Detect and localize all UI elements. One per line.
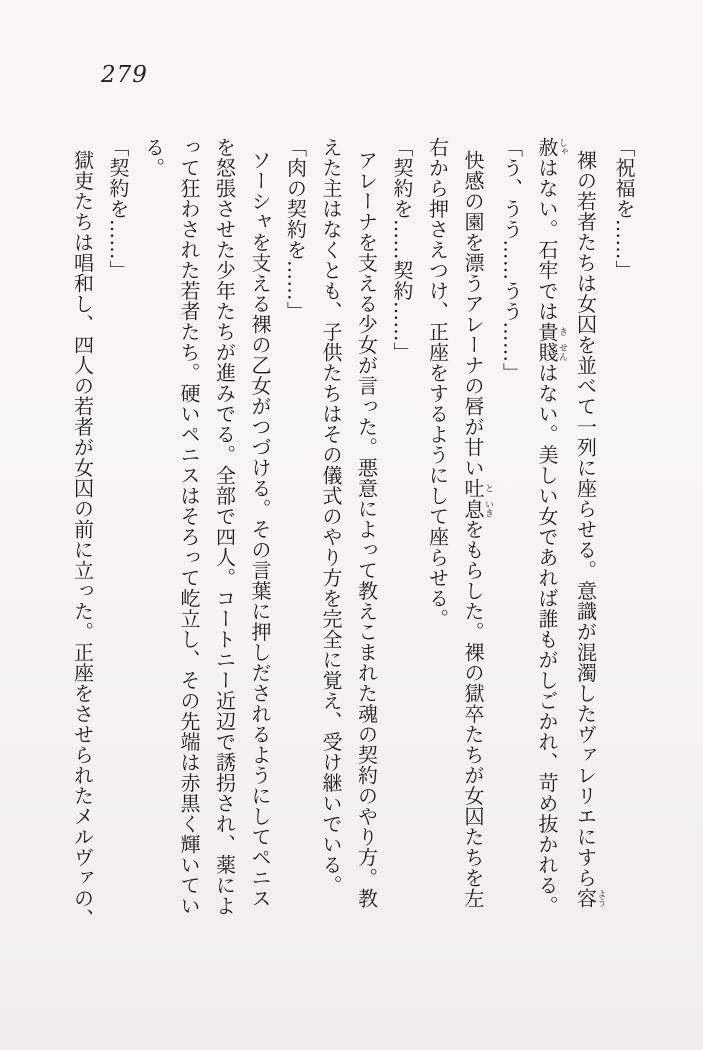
furigana: よう [595,888,606,909]
text-column: を怒張させた少年たちが進みでる。全部で四人。コートニー近辺で誘拐され、薬によ [212,137,237,916]
text-column: ソーシャを支える裸の乙女がつづける。その言葉に押しだされるようにしてペニス [248,150,272,909]
ruby-annotated-word: 息いき [461,498,493,519]
ruby-annotated-word: 貴き [535,321,567,342]
ruby-annotated-word: 容よう [573,888,606,909]
furigana: せん [557,342,567,363]
furigana: いき [483,498,493,519]
text-column: アレーナを支える少女が言った。悪意によって教えこまれた魂の契約のやり方。教 [354,150,379,909]
page-number: 279 [101,62,148,88]
text-column: えた主はなくとも、子供たちはその儀式のやり方を完全に覚え、受け継いでいる。 [319,137,343,896]
text-block [70,137,641,983]
text-column: 裸の若者たちは女囚を並べて一列に座らせる。意識が混濁したヴァレリエにすら容よう [573,150,606,909]
text-column: 右から押さえつけ、正座をするようにして座らせる。 [425,137,450,629]
text-column: 「祝福を……」 [612,137,636,281]
furigana: き [557,321,567,342]
furigana: と [483,478,493,499]
text-column: る。 [141,137,166,178]
text-column: 「肉の契約を……」 [283,137,308,322]
text-column: 獄吏たちは唱和し、四人の若者が女囚の前に立った。正座をさせられたメルヴァの、 [70,150,95,929]
text-column: 赦しゃはない。石牢では貴き賤せんはない。美しい女であれば誰もがしごかれ、苛め抜かれる。 [535,137,567,916]
text-column: って狂わされた若者たち。硬いペニスはそろって屹立し、その先端は赤黒く輝いてい [177,137,201,916]
furigana: しゃ [557,137,567,158]
text-column: 「う、うう……うう……」 [499,137,524,383]
ruby-annotated-word: 赦しゃ [535,137,567,158]
ruby-annotated-word: 吐と [461,478,493,499]
text-column: 「契約を……契約……」 [390,137,414,363]
ruby-annotated-word: 賤せん [535,342,567,363]
text-column: 快感の園を漂うアレーナの唇が甘い吐と息いきをもらした。裸の獄卒たちが女囚たちを左 [461,150,493,909]
text-column: 「契約を……」 [106,137,130,281]
